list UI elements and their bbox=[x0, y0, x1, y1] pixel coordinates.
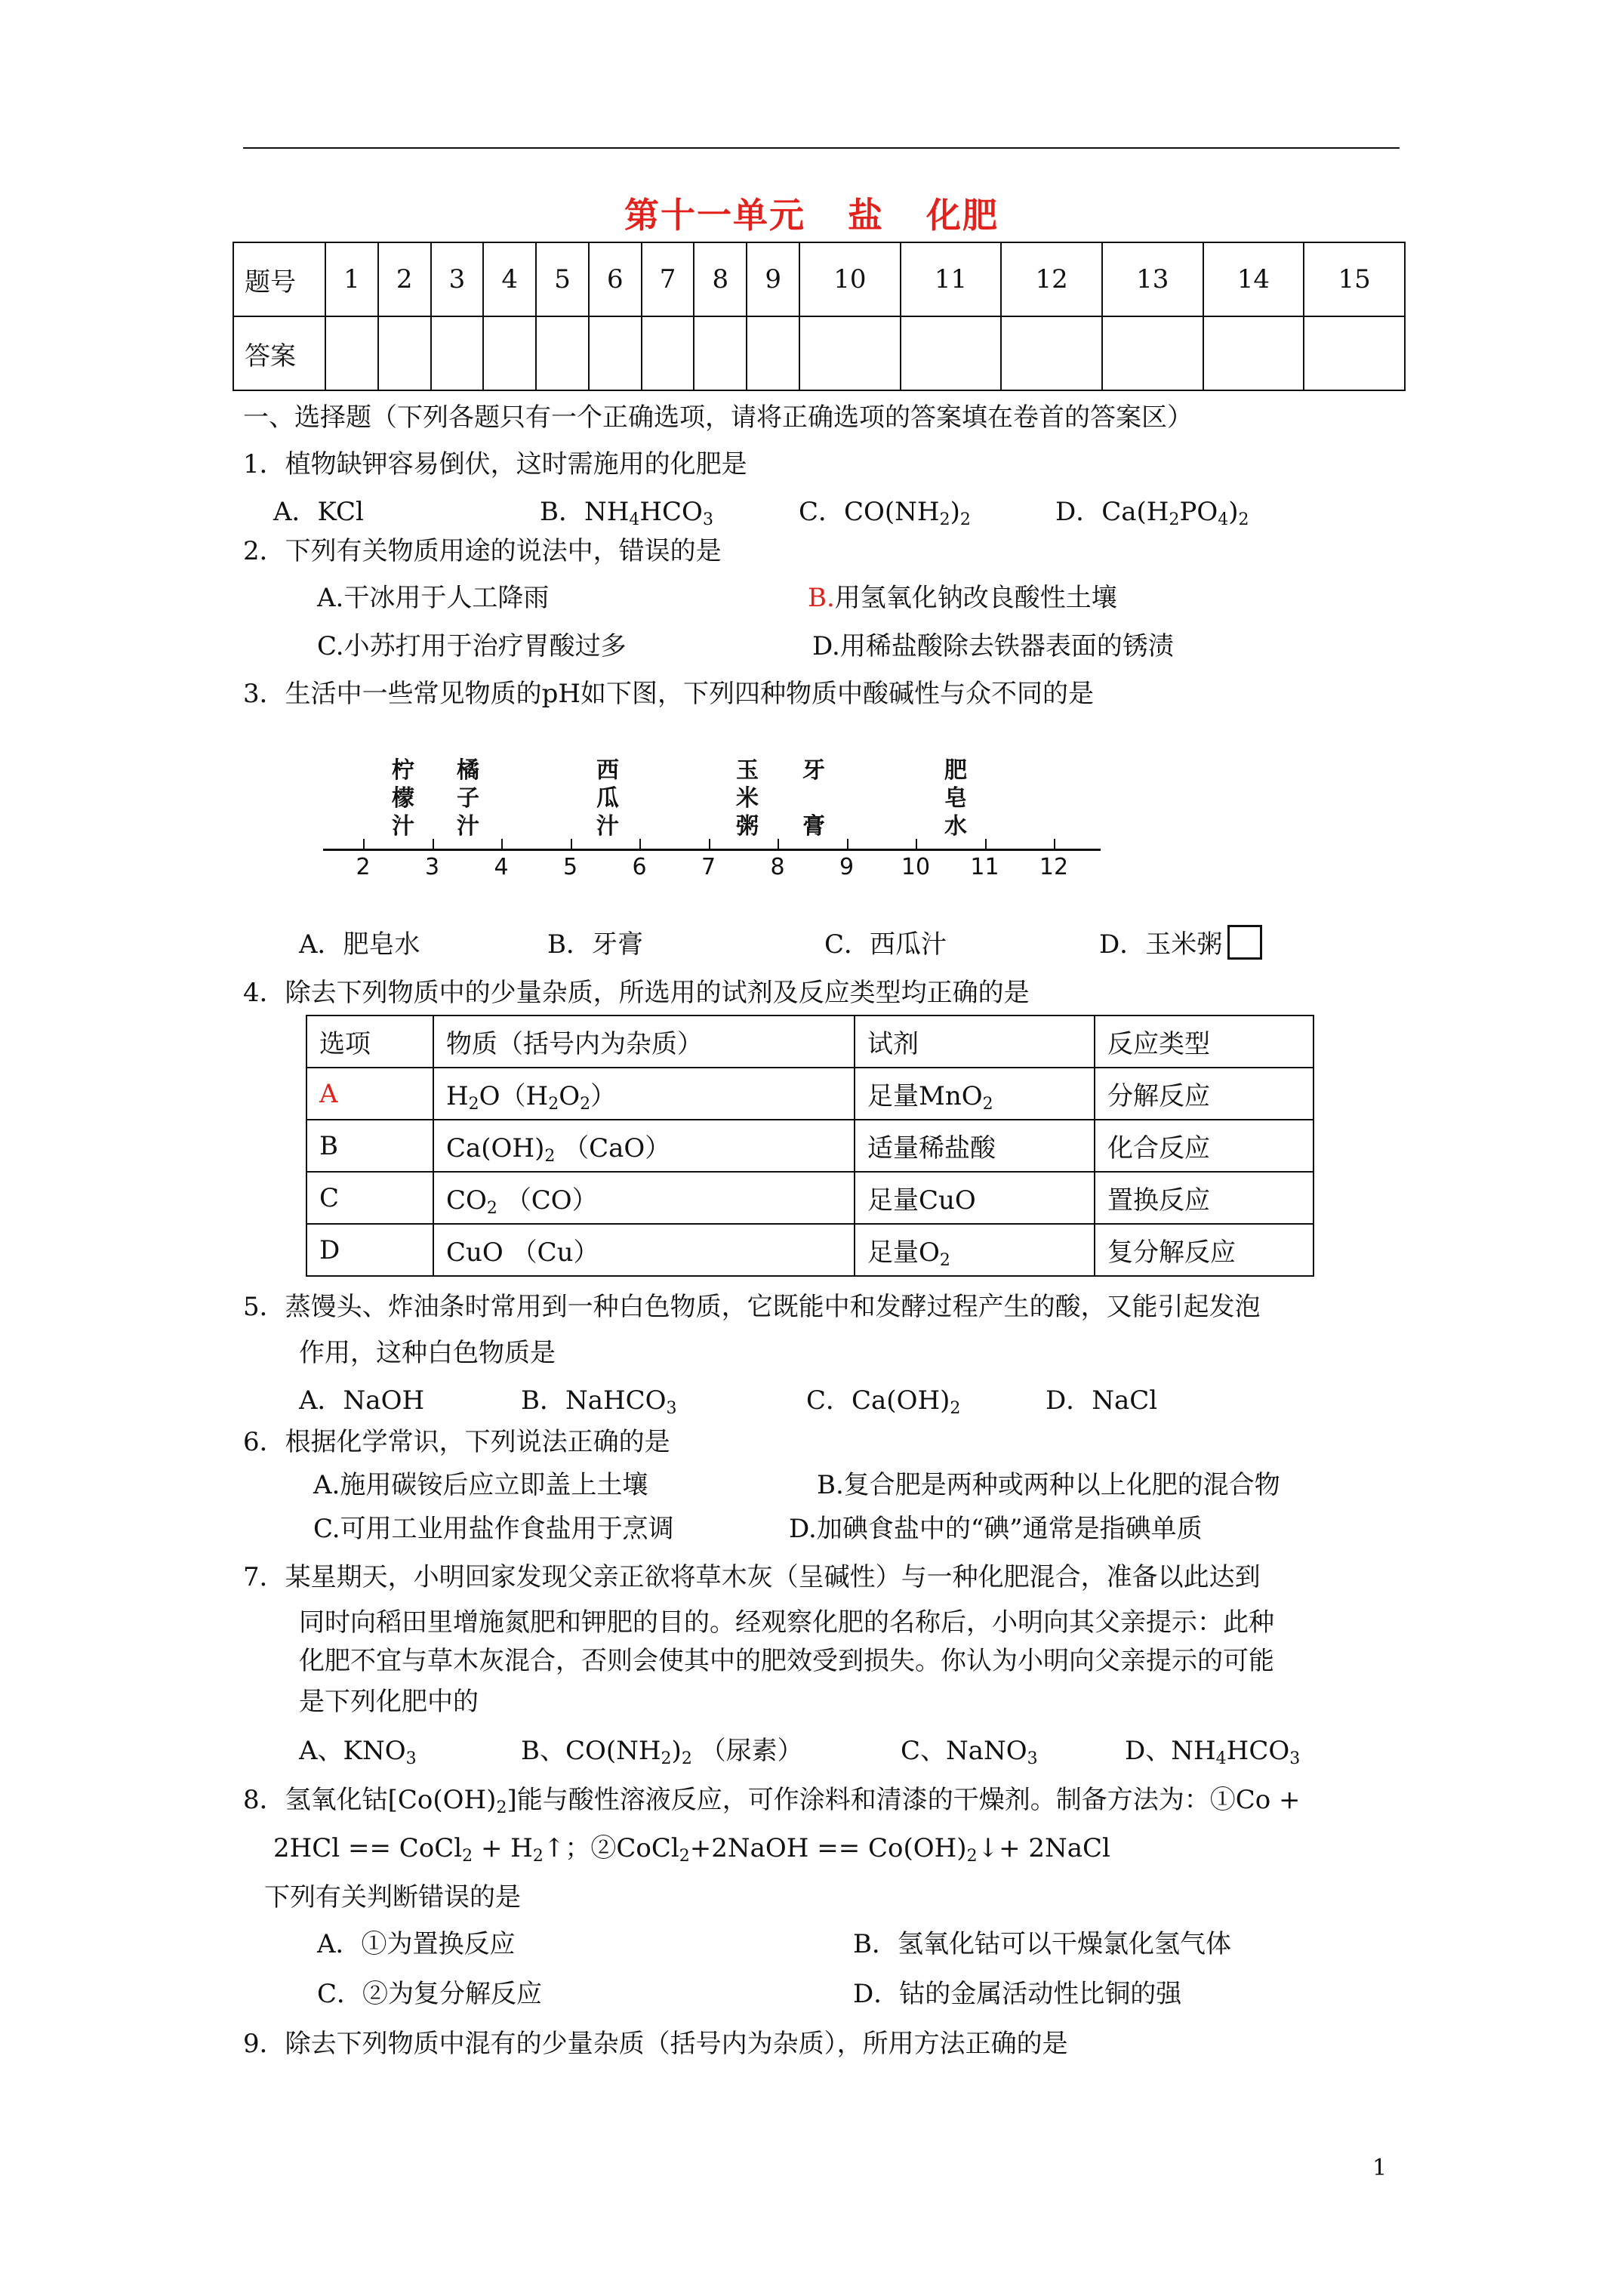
page-number: 1 bbox=[1372, 2155, 1387, 2181]
q4-header-reagent: 试剂 bbox=[855, 1015, 1095, 1068]
q6-option-a: A.施用碳铵后应立即盖上土壤 bbox=[313, 1470, 648, 1500]
q6-option-d: D.加碘食盐中的“碘”通常是指碘单质 bbox=[789, 1514, 1203, 1544]
q4-row bbox=[306, 1172, 1313, 1224]
ph-tick bbox=[1054, 839, 1055, 849]
ph-tick bbox=[778, 839, 779, 849]
q7-stem-line2: 同时向稻田里增施氮肥和钾肥的目的。经观察化肥的名称后，小明向其父亲提示：此种 bbox=[299, 1607, 1274, 1638]
q2-option-d: D.用稀盐酸除去铁器表面的锈渍 bbox=[812, 631, 1174, 661]
q8-option-c: C．②为复分解反应 bbox=[317, 1979, 543, 2009]
ph-substance-label: 玉 米 粥 bbox=[736, 757, 759, 840]
q5-option-b: B．NaHCO$_3$ bbox=[521, 1385, 677, 1418]
q8-stem-line1: 8．氢氧化钴$[Co(OH)_2]$能与酸性溶液反应，可作涂料和清漆的干燥剂。制备方法为：①Co + bbox=[243, 1785, 1301, 1817]
ph-tick-label: 10 bbox=[901, 854, 931, 880]
title-part-fertilizer: 化肥 bbox=[926, 195, 999, 236]
q4-cell-type: 置换反应 bbox=[1095, 1172, 1313, 1224]
q4-cell-reagent: 足量MnO$_2$ bbox=[855, 1068, 1095, 1120]
q4-row bbox=[306, 1224, 1313, 1276]
q1-option-b: B．$NH_4HCO_3$ bbox=[540, 497, 713, 529]
q5-option-c: C．$Ca(OH)_2$ bbox=[806, 1385, 961, 1418]
ph-tick-label: 9 bbox=[839, 854, 855, 880]
ph-substance-label: 西 瓜 汁 bbox=[596, 757, 619, 840]
q5-option-a: A．NaOH bbox=[299, 1385, 425, 1416]
answer-number-cell: 15 bbox=[1304, 242, 1405, 316]
answer-input-cell[interactable] bbox=[325, 316, 378, 390]
q4-cell-type: 化合反应 bbox=[1095, 1120, 1313, 1172]
q7-option-c: C、NaNO$_3$ bbox=[901, 1736, 1038, 1768]
answer-number-cell: 14 bbox=[1203, 242, 1304, 316]
answer-number-cell: 8 bbox=[694, 242, 747, 316]
q4-stem: 4．除去下列物质中的少量杂质，所选用的试剂及反应类型均正确的是 bbox=[243, 978, 1030, 1008]
q6-stem: 6．根据化学常识，下列说法正确的是 bbox=[243, 1427, 670, 1457]
ph-tick-label: 2 bbox=[356, 854, 371, 880]
title-part-salt: 盐 bbox=[848, 195, 884, 236]
q7-option-b: B、$CO(NH_2)_2$ （尿素） bbox=[521, 1736, 803, 1768]
ph-tick-label: 6 bbox=[632, 854, 647, 880]
q2-option-b: B.用氢氧化钠改良酸性土壤 bbox=[808, 583, 1117, 613]
q4-cell-substance: $Ca(OH)_2$ （CaO） bbox=[433, 1120, 855, 1172]
q4-cell-substance: CuO （Cu） bbox=[433, 1224, 855, 1276]
ph-tick-label: 11 bbox=[970, 854, 999, 880]
q4-row bbox=[306, 1068, 1313, 1120]
ph-tick bbox=[433, 839, 434, 849]
q4-header-type: 反应类型 bbox=[1095, 1015, 1313, 1068]
q3-option-b: B．牙膏 bbox=[547, 929, 643, 960]
ph-substance-label: 肥 皂 水 bbox=[944, 757, 967, 840]
ph-tick bbox=[363, 839, 365, 849]
answer-number-cell: 4 bbox=[483, 242, 536, 316]
q4-cell-reagent: 足量CuO bbox=[855, 1172, 1095, 1224]
answer-input-cell[interactable] bbox=[799, 316, 901, 390]
ph-tick bbox=[847, 839, 848, 849]
page-title bbox=[0, 195, 1623, 236]
q4-row bbox=[306, 1120, 1313, 1172]
ph-substance-label: 牙 膏 bbox=[802, 757, 825, 840]
ph-tick-label: 4 bbox=[494, 854, 509, 880]
answer-input-cell[interactable] bbox=[536, 316, 589, 390]
q4-cell-option: D bbox=[306, 1224, 433, 1276]
ph-tick bbox=[501, 839, 503, 849]
q4-cell-option: C bbox=[306, 1172, 433, 1224]
answer-input-cell[interactable] bbox=[431, 316, 484, 390]
q7-option-a: A、$KNO_3$ bbox=[299, 1736, 417, 1768]
answer-input-cell[interactable] bbox=[901, 316, 1002, 390]
ph-substance-label: 柠 檬 汁 bbox=[392, 757, 414, 840]
q8-option-d: D．钴的金属活动性比铜的强 bbox=[853, 1979, 1182, 2009]
q4-cell-substance: $H_2O(H_2O_2)$ bbox=[433, 1068, 855, 1120]
answer-number-cell: 7 bbox=[642, 242, 694, 316]
q7-stem-line3: 化肥不宜与草木灰混合，否则会使其中的肥效受到损失。你认为小明向父亲提示的可能 bbox=[299, 1646, 1274, 1676]
q3-option-c: C．西瓜汁 bbox=[824, 929, 947, 960]
answer-number-cell: 6 bbox=[589, 242, 642, 316]
answer-table bbox=[233, 242, 1406, 391]
q4-cell-type: 复分解反应 bbox=[1095, 1224, 1313, 1276]
q2-option-a: A.干冰用于人工降雨 bbox=[317, 583, 550, 613]
q5-option-d: D．NaCl bbox=[1046, 1385, 1158, 1416]
ph-tick bbox=[639, 839, 641, 849]
ph-tick-label: 5 bbox=[562, 854, 578, 880]
ph-tick-label: 12 bbox=[1039, 854, 1069, 880]
answer-number-cell: 2 bbox=[378, 242, 431, 316]
answer-table-answer-head: 答案 bbox=[233, 316, 325, 390]
answer-number-cell: 1 bbox=[325, 242, 378, 316]
q1-option-c: C．$CO(NH_2)_2$ bbox=[799, 497, 971, 529]
q4-table bbox=[306, 1015, 1314, 1277]
answer-table-number-head: 题号 bbox=[233, 242, 325, 316]
answer-input-cell[interactable] bbox=[1001, 316, 1102, 390]
answer-table-answer-row bbox=[233, 316, 1405, 390]
answer-input-cell[interactable] bbox=[589, 316, 642, 390]
q8-option-b: B．氢氧化钴可以干燥氯化氢气体 bbox=[853, 1929, 1231, 1959]
q6-option-c: C.可用工业用盐作食盐用于烹调 bbox=[313, 1514, 674, 1544]
answer-table-number-row bbox=[233, 242, 1405, 316]
q4-cell-type: 分解反应 bbox=[1095, 1068, 1313, 1120]
answer-input-cell[interactable] bbox=[483, 316, 536, 390]
section-heading: 一、选择题（下列各题只有一个正确选项，请将正确选项的答案填在卷首的答案区） bbox=[243, 402, 1193, 433]
q5-stem-line2: 作用，这种白色物质是 bbox=[299, 1338, 556, 1368]
q7-stem-line1: 7．某星期天，小明回家发现父亲正欲将草木灰（呈碱性）与一种化肥混合，准备以此达到 bbox=[243, 1562, 1261, 1592]
q7-option-d: D、$NH_4HCO_3$ bbox=[1125, 1736, 1301, 1768]
q4-cell-reagent: 足量$O_2$ bbox=[855, 1224, 1095, 1276]
answer-input-cell[interactable] bbox=[694, 316, 747, 390]
answer-number-cell: 5 bbox=[536, 242, 589, 316]
answer-number-cell: 13 bbox=[1102, 242, 1203, 316]
ph-tick bbox=[571, 839, 572, 849]
ph-tick bbox=[985, 839, 987, 849]
answer-number-cell: 9 bbox=[747, 242, 799, 316]
q8-stem-line3: 下列有关判断错误的是 bbox=[264, 1882, 521, 1912]
q3-stem: 3．生活中一些常见物质的pH如下图，下列四种物质中酸碱性与众不同的是 bbox=[243, 679, 1095, 709]
q6-option-b: B.复合肥是两种或两种以上化肥的混合物 bbox=[817, 1470, 1280, 1500]
q2-stem: 2．下列有关物质用途的说法中，错误的是 bbox=[243, 536, 722, 566]
q8-stem-line2: 2HCl == CoCl$_2$ + $H_2↑$；②CoCl$_2$+2NaOH == $Co(OH)_2↓+$ 2NaCl bbox=[273, 1833, 1110, 1866]
ph-tick-label: 7 bbox=[701, 854, 716, 880]
q3-option-d: D．玉米粥 bbox=[1099, 929, 1223, 960]
q4-header-substance: 物质（括号内为杂质） bbox=[433, 1015, 855, 1068]
q4-header-option: 选项 bbox=[306, 1015, 433, 1068]
header-rule bbox=[243, 147, 1400, 149]
answer-number-cell: 12 bbox=[1001, 242, 1102, 316]
title-part-unit: 第十一单元 bbox=[624, 195, 805, 236]
ph-tick-label: 3 bbox=[424, 854, 440, 880]
answer-input-cell[interactable] bbox=[378, 316, 431, 390]
answer-checkbox[interactable] bbox=[1227, 925, 1262, 960]
ph-tick bbox=[709, 839, 710, 849]
q1-option-a: A．KCl bbox=[273, 497, 364, 527]
answer-number-cell: 3 bbox=[431, 242, 484, 316]
q8-option-a: A．①为置换反应 bbox=[317, 1929, 516, 1959]
q7-stem-line4: 是下列化肥中的 bbox=[299, 1687, 479, 1717]
answer-number-cell: 11 bbox=[901, 242, 1002, 316]
answer-input-cell[interactable] bbox=[642, 316, 694, 390]
ph-axis-line bbox=[323, 849, 1101, 851]
ph-substance-label: 橘 子 汁 bbox=[457, 757, 479, 840]
q4-cell-option: B bbox=[306, 1120, 433, 1172]
q9-stem: 9．除去下列物质中混有的少量杂质（括号内为杂质），所用方法正确的是 bbox=[243, 2029, 1068, 2059]
q1-option-d: D．$Ca(H_2PO_4)_2$ bbox=[1055, 497, 1249, 529]
answer-input-cell[interactable] bbox=[1203, 316, 1304, 390]
q1-stem: 1．植物缺钾容易倒伏，这时需施用的化肥是 bbox=[243, 449, 747, 479]
ph-tick-label: 8 bbox=[770, 854, 785, 880]
q4-header-row bbox=[306, 1015, 1313, 1068]
q2-option-c: C.小苏打用于治疗胃酸过多 bbox=[317, 631, 627, 661]
q4-cell-substance: $CO_2$ （CO） bbox=[433, 1172, 855, 1224]
q4-cell-option: A bbox=[306, 1068, 433, 1120]
answer-input-cell[interactable] bbox=[747, 316, 799, 390]
answer-input-cell[interactable] bbox=[1102, 316, 1203, 390]
q5-stem-line1: 5．蒸馒头、炸油条时常用到一种白色物质，它既能中和发酵过程产生的酸，又能引起发泡 bbox=[243, 1292, 1261, 1322]
ph-tick bbox=[916, 839, 917, 849]
q4-cell-reagent: 适量稀盐酸 bbox=[855, 1120, 1095, 1172]
q3-option-a: A．肥皂水 bbox=[299, 929, 420, 960]
answer-input-cell[interactable] bbox=[1304, 316, 1405, 390]
answer-number-cell: 10 bbox=[799, 242, 901, 316]
